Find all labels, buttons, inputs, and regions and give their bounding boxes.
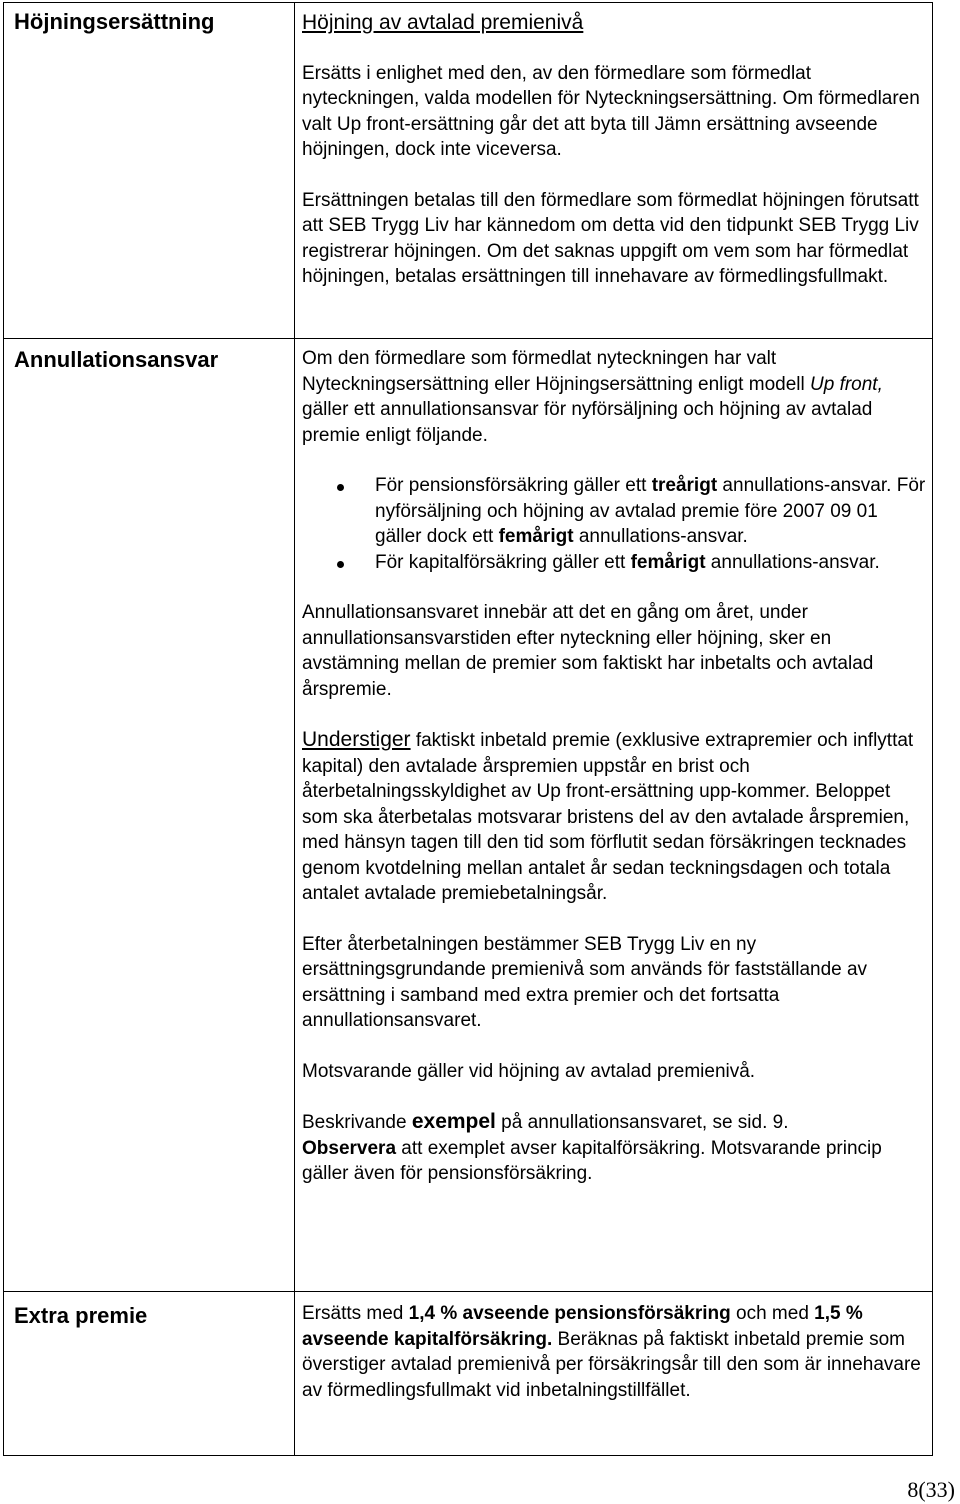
paragraph: Understiger faktiskt inbetald premie (exklusive extrapremier och inflyttat kapital) den avtalade årspremien uppstår en brist och återbetalningsskyldighet av Up front-ersättning upp-kommer. Beloppet som ska återbetalas motsvarar bristens del av den avtalade årspremien, med hänsyn tagen till den tid som förflutit sedan försäkringen tecknades genom kvotdelning mellan antalet år sedan teckningsdagen och totala antalet avtalade premiebetalningsår. [302, 728, 914, 904]
paragraph: Ersätts med 1,4 % avseende pensionsförsäkring och med 1,5 % avseende kapitalförsäkring. Beräknas på faktiskt inbetald premie som överstiger avtalad premienivå per försäkringsår till den som är innehavare av förmedlingsfullmakt vid inbetalningstillfället. [302, 1303, 921, 1401]
bullet-list [302, 473, 927, 575]
bullet-icon [337, 561, 344, 568]
terms-table [3, 2, 933, 1456]
row-content-hojningsersattning [302, 10, 927, 290]
section-heading: Höjning av avtalad premienivå [302, 11, 584, 34]
row-label-extra-premie: Extra premie [14, 1303, 148, 1328]
column-divider [294, 3, 295, 1455]
row-label-hojningsersattning: Höjningsersättning [14, 9, 215, 34]
bullet-icon [337, 484, 344, 491]
paragraph: Ersättningen betalas till den förmedlare som förmedlat höjningen förutsatt att SEB Trygg Liv har kännedom om detta vid den tidpunkt SEB Trygg Liv registrerar höjningen. Om det saknas uppgift om vem som har förmedlat höjningen, betalas ersättningen till innehavare av förmedlingsfullmakt. [302, 189, 919, 287]
paragraph: Om den förmedlare som förmedlat nyteckningen har valt Nyteckningsersättning eller Höjningsersättning enligt modell Up front, gäller ett annullationsansvar för nyförsäljning och höjning av avtalad premie enligt följande. [302, 348, 883, 446]
row-content-extra-premie [302, 1301, 927, 1403]
list-item: För pensionsförsäkring gäller ett treårigt annullations-ansvar. För nyförsäljning och höjning av avtalad premie före 2007 09 01 gäller dock ett femårigt annullations-ansvar. [302, 473, 927, 550]
row-label-annullationsansvar: Annullationsansvar [14, 347, 219, 372]
page-number: 8(33) [907, 1477, 955, 1502]
paragraph: Efter återbetalningen bestämmer SEB Trygg Liv en ny ersättningsgrundande premienivå som används för fastställande av ersättning i samband med extra premier och det fortsatta annullationsansvaret. [302, 933, 868, 1031]
row-content-annullationsansvar [302, 346, 927, 1187]
paragraph: Ersätts i enlighet med den, av den förmedlare som förmedlat nyteckningen, valda modellen för Nyteckningsersättning. Om förmedlaren valt Up front-ersättning går det att byta till Jämn ersättning avseende höjningen, dock inte viceversa. [302, 62, 920, 160]
paragraph: Annullationsansvaret innebär att det en gång om året, under annullationsansvarstiden efter nyteckning eller höjning, sker en avstämning mellan de premier som faktiskt har inbetalts och avtalad årspremie. [302, 602, 874, 700]
paragraph: Motsvarande gäller vid höjning av avtalad premienivå. [302, 1060, 756, 1082]
list-item: För kapitalförsäkring gäller ett femårigt annullations-ansvar. [302, 550, 927, 576]
paragraph: Beskrivande exempel på annullationsansvaret, se sid. 9. Observera att exemplet avser kapitalförsäkring. Motsvarande princip gäller även för pensionsförsäkring. [302, 1110, 882, 1184]
row-divider [4, 338, 932, 339]
row-divider [4, 1291, 932, 1292]
